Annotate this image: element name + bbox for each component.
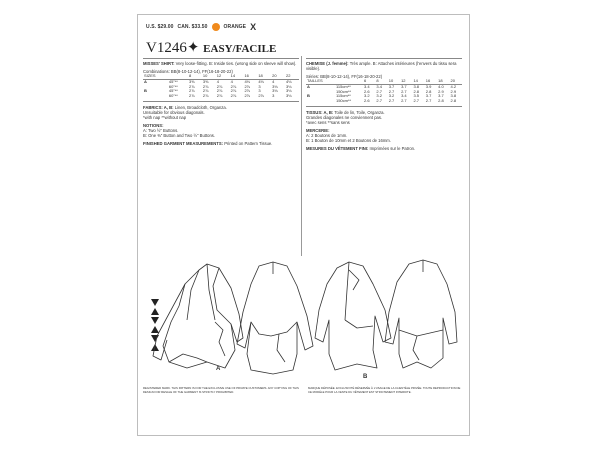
value-cell: 3⅛: [286, 83, 292, 89]
sizes-label: SIZES: [143, 74, 168, 79]
value-cell: 4⅛: [286, 78, 292, 84]
french-column: [306, 56, 462, 151]
fgm-title: FINISHED GARMENT MEASUREMENTS:: [143, 140, 224, 146]
notion-a: A: Two ½" Buttons.: [143, 127, 179, 133]
divider: [306, 58, 462, 59]
view-cell: [306, 99, 335, 104]
notion-b: B: 1 Bouton de 10mm et 2 Boutons de 16mm.: [306, 137, 391, 143]
notion-a: A: 2 Boutons de 1mm.: [306, 132, 348, 138]
value-cell: 4⅛: [258, 78, 264, 84]
fabrics-text: Toile de lin, Toile, Organza.: [334, 109, 385, 115]
view-b-back-drawing: [385, 260, 457, 368]
value-cell: 3: [272, 93, 275, 99]
style-desc: Très ample. B: Attaches intérieures (l'envers du tissu sera visible).: [306, 61, 457, 71]
size-cell: 8: [375, 79, 387, 84]
size-cell: 14: [412, 79, 424, 84]
value-cell: 2⅞: [244, 88, 251, 94]
style-title: MISSES' SHIRT:: [143, 61, 175, 66]
value-cell: 2.6: [364, 88, 370, 94]
divider: [143, 58, 299, 59]
value-cell: 3.7: [388, 83, 395, 89]
value-cell: 3.7: [401, 83, 407, 89]
english-column: [143, 56, 299, 146]
fgm-title: MESURES DU VÊTEMENT FINI:: [306, 145, 369, 151]
fgm-text: Imprimées sur le Patron.: [369, 145, 416, 151]
view-cell: A: [144, 78, 147, 84]
legal-text-fr: MARQUE DÉPOSÉE. EXCLUSIVITÉ RÉSERVÉE À L'USAGE DE LA CLIENTÈLE PRIVÉE. TOUTE REPRODUCTION DE CE MODÈLE POUR LA VENTE DU VÊTEMENT EST STRICTEMENT INTERDITE.: [308, 386, 461, 394]
width-cell: 150cm**: [335, 88, 352, 94]
value-cell: 2.8: [438, 98, 444, 104]
value-cell: 2⅞: [202, 93, 209, 99]
view-cell: B: [144, 88, 147, 94]
fabrics-title: TISSUS: A, B:: [306, 109, 334, 115]
star-icon: ✦: [186, 40, 200, 56]
divider: [306, 106, 462, 107]
value-cell: 2⅞: [230, 83, 237, 89]
x-mark: X: [250, 22, 257, 32]
value-cell: 2⅞: [216, 88, 223, 94]
value-cell: 2.7: [388, 98, 395, 104]
size-cell: 16: [425, 79, 437, 84]
fabrics-title: FABRICS: A, B:: [143, 104, 174, 110]
view-b-label: B: [363, 374, 368, 380]
value-cell: 2.9: [438, 88, 444, 94]
value-cell: 4: [230, 78, 233, 84]
value-cell: 3⅛: [272, 88, 278, 94]
color-name: ORANGE: [223, 24, 247, 30]
width-cell: 45"**: [168, 88, 178, 94]
value-cell: 2.7: [376, 98, 382, 104]
sizes-label: TAILLES: [306, 79, 335, 84]
size-cell: 8: [188, 74, 202, 79]
notions-title: NOTIONS:: [143, 122, 164, 128]
value-cell: 2.8: [450, 98, 457, 104]
value-cell: 2⅞: [258, 93, 264, 99]
value-cell: 3.2: [364, 93, 370, 99]
value-cell: 2.6: [364, 98, 370, 104]
value-cell: 2⅞: [230, 88, 237, 94]
width-cell: 115cm**: [335, 93, 351, 99]
value-cell: 2⅞: [244, 93, 251, 99]
size-cell: 18: [437, 79, 449, 84]
price-us: U.S. $29.00: [146, 24, 174, 30]
view-a-front-drawing: [153, 264, 243, 368]
value-cell: 3: [258, 83, 261, 89]
size-cell: 10: [388, 79, 400, 84]
value-cell: 3⅛: [286, 93, 292, 99]
size-cell: 6: [363, 79, 375, 84]
value-cell: 2⅞: [189, 83, 195, 89]
yardage-table: [143, 74, 299, 99]
fabrics-note: Unsuitable for obvious diagonals.: [143, 109, 205, 115]
view-cell: A: [307, 83, 310, 89]
value-cell: 4: [216, 78, 219, 84]
metrage-table: [306, 79, 462, 104]
column-divider: [301, 56, 302, 256]
table-row: [306, 99, 462, 104]
width-cell: 150cm**: [335, 98, 352, 104]
color-dot-icon: [212, 23, 220, 31]
pattern-number: V1246: [146, 40, 187, 56]
value-cell: 3.9: [425, 83, 432, 89]
value-cell: 2.7: [376, 88, 382, 94]
value-cell: 2⅞: [244, 83, 251, 89]
width-cell: 60"**: [168, 93, 178, 99]
value-cell: 4⅛: [244, 78, 251, 84]
size-cell: 12: [400, 79, 412, 84]
value-cell: 3: [258, 88, 261, 94]
value-cell: 3.2: [376, 93, 382, 99]
difficulty-level: EASY/FACILE: [203, 43, 277, 55]
size-cell: 10: [202, 74, 216, 79]
value-cell: 2⅞: [230, 93, 237, 99]
value-cell: 3⅛: [286, 88, 292, 94]
value-cell: 2.8: [413, 88, 419, 94]
value-cell: 3.2: [388, 93, 395, 99]
pattern-title: [146, 38, 276, 57]
size-cell: 20: [450, 79, 462, 84]
value-cell: 3⅝: [202, 78, 209, 84]
value-cell: 3.5: [413, 93, 419, 99]
view-a-label: A: [216, 366, 221, 372]
value-cell: 2.7: [388, 88, 395, 94]
garment-illustrations: [147, 250, 461, 380]
combinations: Séries: BB(8-10-12-14), FF(16-18-20-22): [306, 74, 383, 79]
value-cell: 2.7: [401, 88, 407, 94]
value-cell: 3.7: [438, 93, 444, 99]
nap-note: *avec sens **sans sens: [306, 119, 350, 125]
value-cell: 4.0: [438, 83, 444, 89]
size-cell: 20: [271, 74, 285, 79]
value-cell: 3.4: [364, 83, 370, 89]
value-cell: 2.7: [413, 98, 419, 104]
style-title: CHEMISE (J. femme):: [306, 61, 349, 66]
value-cell: 2.8: [425, 88, 432, 94]
value-cell: 2⅞: [202, 83, 209, 89]
value-cell: 4.2: [450, 83, 457, 89]
price-can: CAN. $33.50: [177, 24, 208, 30]
width-cell: 60"**: [168, 83, 178, 89]
width-cell: 45"**: [168, 78, 178, 84]
table-row: [143, 94, 299, 99]
size-cell: 22: [285, 74, 299, 79]
notion-b: B: One ⅜" Button and Two ½" Buttons.: [143, 132, 216, 138]
price-line: [146, 22, 356, 32]
value-cell: 4: [272, 78, 275, 84]
value-cell: 2.9: [450, 88, 457, 94]
fabrics-note: Grandes diagonales ne conviennent pas.: [306, 114, 383, 120]
notions-title: MERCERIE:: [306, 127, 330, 133]
value-cell: 2⅞: [189, 93, 195, 99]
legal-footer: [143, 387, 465, 394]
fabrics-text: Linen, Broadcloth, Organza.: [174, 104, 227, 110]
size-cell: 18: [257, 74, 271, 79]
legal-text-en: REGISTERED MARK. THIS PATTERN IS FOR THE EXCLUSIVE USE OF PRIVATE CUSTOMERS. ANY COPYING OF THIS DESIGN FOR RESALE OF THE GARMENT IS STRICTLY PROHIBITED.: [143, 386, 299, 394]
value-cell: 3.8: [413, 83, 419, 89]
value-cell: 2.7: [401, 98, 407, 104]
value-cell: 3.8: [450, 93, 457, 99]
value-cell: 3⅛: [272, 83, 278, 89]
divider: [143, 101, 299, 102]
size-cell: 16: [243, 74, 257, 79]
style-desc: Very loose-fitting. B: Inside ties. (wrong side on sleeve will show).: [175, 61, 297, 66]
value-cell: 3⅝: [189, 78, 195, 84]
value-cell: 3.4: [376, 83, 382, 89]
value-cell: 2⅞: [202, 88, 209, 94]
view-b-front-drawing: [315, 262, 391, 370]
fgm-text: Printed on Pattern Tissue.: [224, 140, 273, 146]
view-cell: B: [307, 93, 310, 99]
value-cell: 3.4: [401, 93, 407, 99]
size-cell: 12: [216, 74, 230, 79]
size-cell: 14: [230, 74, 244, 79]
value-cell: 2⅞: [216, 83, 223, 89]
value-cell: 2⅞: [189, 88, 195, 94]
view-a-back-drawing: [237, 262, 313, 374]
nap-note: *with nap **without nap: [143, 114, 187, 120]
value-cell: 2⅞: [216, 93, 223, 99]
value-cell: 3.7: [425, 93, 432, 99]
combinations: Combinations: BB(8-10-12-14), FF(16-18-20-22): [143, 69, 233, 74]
value-cell: 2.7: [425, 98, 432, 104]
view-cell: [143, 94, 168, 99]
width-cell: 115cm**: [335, 83, 351, 89]
